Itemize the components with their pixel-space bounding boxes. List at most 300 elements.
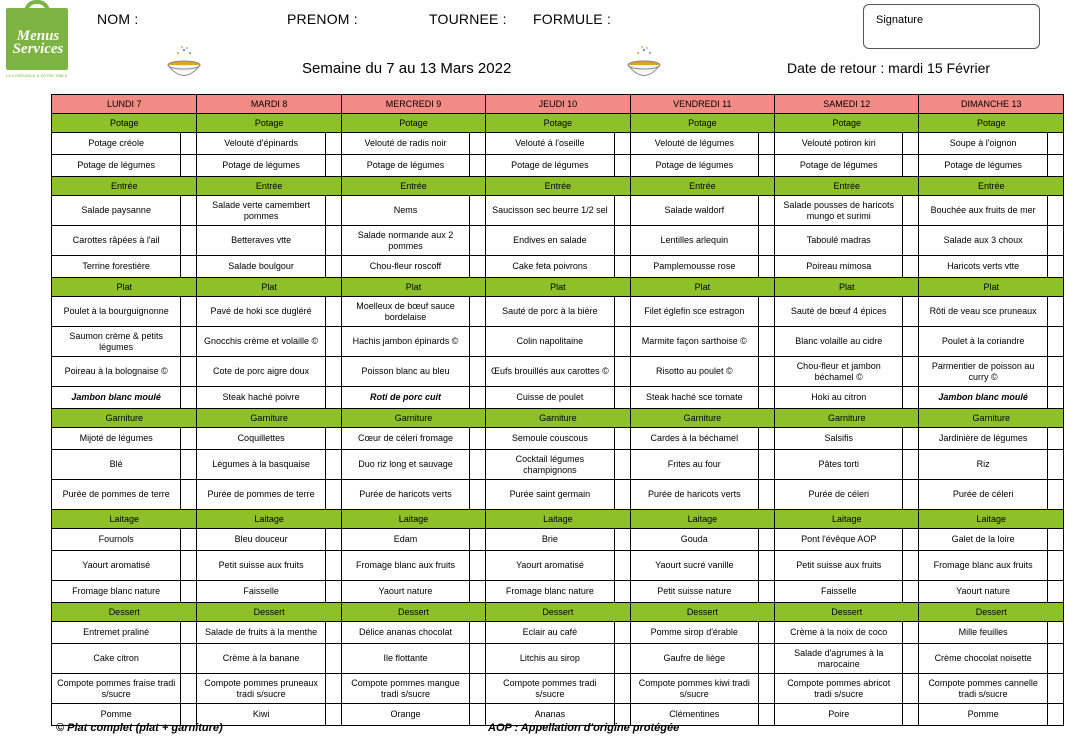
dish-cell: Velouté de radis noir [341,133,469,155]
quantity-box[interactable] [614,357,630,387]
section-label: Entrée [630,177,774,196]
quantity-box[interactable] [181,674,197,704]
dish-cell: Chou-fleur roscoff [341,256,469,278]
section-row [52,409,1064,428]
weekly-menu-table [51,94,1064,726]
dish-cell: Jardinière de légumes [919,428,1047,450]
quantity-box[interactable] [903,297,919,327]
dish-cell: Yaourt nature [341,581,469,603]
quantity-box[interactable] [470,155,486,177]
aop-legend: AOP : Appellation d'origine protégée [488,722,680,734]
day-header: DIMANCHE 13 [919,95,1064,114]
quantity-box[interactable] [614,529,630,551]
dish-cell: Cake feta poivrons [486,256,614,278]
section-label: Dessert [52,603,197,622]
section-label: Dessert [197,603,341,622]
menu-row [52,387,1064,409]
menu-row [52,581,1064,603]
dish-cell: Frites au four [630,450,758,480]
section-label: Laitage [341,510,485,529]
dish-cell: Cake citron [52,644,181,674]
dish-cell: Pomme [52,704,181,726]
dish-cell: Moelleux de bœuf sauce bordelaise [341,297,469,327]
quantity-box[interactable] [470,622,486,644]
section-label: Garniture [52,409,197,428]
quantity-box[interactable] [325,256,341,278]
section-label: Plat [52,278,197,297]
section-label: Potage [486,114,630,133]
quantity-box[interactable] [325,387,341,409]
menu-row [52,256,1064,278]
quantity-box[interactable] [325,674,341,704]
quantity-box[interactable] [181,428,197,450]
section-label: Dessert [919,603,1064,622]
quantity-box[interactable] [470,704,486,726]
dish-cell: Clémentines [630,704,758,726]
dish-cell: Sauté de bœuf 4 épices [775,297,903,327]
dish-cell: Steak haché poivre [197,387,325,409]
quantity-box[interactable] [1047,196,1063,226]
dish-cell: Sauté de porc à la bière [486,297,614,327]
section-label: Entrée [919,177,1064,196]
section-label: Entrée [341,177,485,196]
quantity-box[interactable] [903,226,919,256]
quantity-box[interactable] [1047,644,1063,674]
quantity-box[interactable] [903,357,919,387]
quantity-box[interactable] [470,644,486,674]
day-header: VENDREDI 11 [630,95,774,114]
menu-row [52,644,1064,674]
quantity-box[interactable] [181,297,197,327]
dish-cell: Mijoté de légumes [52,428,181,450]
section-label: Plat [630,278,774,297]
quantity-box[interactable] [758,357,774,387]
quantity-box[interactable] [470,327,486,357]
quantity-box[interactable] [614,581,630,603]
quantity-box[interactable] [181,226,197,256]
quantity-box[interactable] [181,327,197,357]
dish-cell: Filet églefin sce estragon [630,297,758,327]
section-label: Laitage [630,510,774,529]
quantity-box[interactable] [614,644,630,674]
section-label: Potage [775,114,919,133]
dish-cell: Velouté potiron kiri [775,133,903,155]
dish-cell: Pont l'évêque AOP [775,529,903,551]
quantity-box[interactable] [470,226,486,256]
dish-cell: Yaourt sucré vanille [630,551,758,581]
quantity-box[interactable] [325,551,341,581]
quantity-box[interactable] [1047,428,1063,450]
dish-cell: Lentilles arlequin [630,226,758,256]
menu-row [52,196,1064,226]
quantity-box[interactable] [903,387,919,409]
dish-cell: Purée saint germain [486,480,614,510]
quantity-box[interactable] [758,480,774,510]
dish-cell: Carottes râpées à l'ail [52,226,181,256]
dish-cell: Salade de fruits à la menthe [197,622,325,644]
dish-cell: Cocktail légumes champignons [486,450,614,480]
section-label: Dessert [486,603,630,622]
dish-cell: Litchis au sirop [486,644,614,674]
quantity-box[interactable] [325,581,341,603]
section-label: Plat [341,278,485,297]
dish-cell: Blanc volaille au cidre [775,327,903,357]
dish-cell: Crème à la banane [197,644,325,674]
section-label: Garniture [197,409,341,428]
dish-cell: Velouté de légumes [630,133,758,155]
dish-cell: Coquillettes [197,428,325,450]
quantity-box[interactable] [470,450,486,480]
day-header: MARDI 8 [197,95,341,114]
dish-cell: Orange [341,704,469,726]
brand-tagline: LA CONFIANCE À VOTRE TABLE [6,73,68,78]
section-row [52,603,1064,622]
dish-cell: Petit suisse aux fruits [197,551,325,581]
quantity-box[interactable] [758,551,774,581]
quantity-box[interactable] [903,256,919,278]
dish-cell: Yaourt aromatisé [52,551,181,581]
dish-cell: Fournols [52,529,181,551]
quantity-box[interactable] [1047,529,1063,551]
dish-cell: Potage de légumes [197,155,325,177]
quantity-box[interactable] [758,256,774,278]
quantity-box[interactable] [1047,622,1063,644]
quantity-box[interactable] [181,644,197,674]
quantity-box[interactable] [181,480,197,510]
section-label: Potage [197,114,341,133]
dish-cell: Blé [52,450,181,480]
plat-complet-legend: © Plat complet (plat + garniture) [56,722,223,734]
quantity-box[interactable] [1047,297,1063,327]
quantity-box[interactable] [903,704,919,726]
dish-cell: Hoki au citron [775,387,903,409]
quantity-box[interactable] [758,155,774,177]
menu-row [52,155,1064,177]
formule-label: FORMULE : [533,11,612,27]
return-date: Date de retour : mardi 15 Février [787,60,991,76]
quantity-box[interactable] [181,256,197,278]
quantity-box[interactable] [758,644,774,674]
quantity-box[interactable] [325,704,341,726]
quantity-box[interactable] [325,297,341,327]
dish-cell: Saucisson sec beurre 1/2 sel [486,196,614,226]
quantity-box[interactable] [1047,387,1063,409]
dish-cell: Purée de céleri [919,480,1047,510]
quantity-box[interactable] [181,529,197,551]
quantity-box[interactable] [614,196,630,226]
dish-cell: Rôti de veau sce pruneaux [919,297,1047,327]
quantity-box[interactable] [470,387,486,409]
menu-row [52,133,1064,155]
quantity-box[interactable] [325,450,341,480]
quantity-box[interactable] [325,428,341,450]
dish-cell: Compote pommes fraise tradi s/sucre [52,674,181,704]
section-label: Plat [197,278,341,297]
quantity-box[interactable] [758,297,774,327]
menu-row [52,428,1064,450]
section-label: Entrée [197,177,341,196]
quantity-box[interactable] [614,551,630,581]
quantity-box[interactable] [325,155,341,177]
quantity-box[interactable] [903,622,919,644]
dish-cell: Compote pommes mangue tradi s/sucre [341,674,469,704]
quantity-box[interactable] [903,450,919,480]
dish-cell: Poulet à la coriandre [919,327,1047,357]
dish-cell: Velouté à l'oseille [486,133,614,155]
dish-cell: Terrine forestière [52,256,181,278]
dish-cell: Chou-fleur et jambon béchamel © [775,357,903,387]
section-label: Plat [919,278,1064,297]
dish-cell: Salade d'agrumes à la marocaine [775,644,903,674]
quantity-box[interactable] [470,581,486,603]
section-label: Laitage [919,510,1064,529]
quantity-box[interactable] [470,551,486,581]
dish-cell: Nems [341,196,469,226]
dish-cell: Gouda [630,529,758,551]
dish-cell: Potage de légumes [775,155,903,177]
quantity-box[interactable] [903,428,919,450]
dish-cell: Duo riz long et sauvage [341,450,469,480]
dish-cell: Yaourt nature [919,581,1047,603]
quantity-box[interactable] [1047,581,1063,603]
brand-name: Menus Services [12,28,64,57]
quantity-box[interactable] [181,450,197,480]
dish-cell: Poireau mimosa [775,256,903,278]
dish-cell: Saumon crème & petits légumes [52,327,181,357]
section-row [52,278,1064,297]
quantity-box[interactable] [1047,327,1063,357]
quantity-box[interactable] [903,327,919,357]
quantity-box[interactable] [325,133,341,155]
quantity-box[interactable] [1047,256,1063,278]
quantity-box[interactable] [903,480,919,510]
section-label: Laitage [775,510,919,529]
dish-cell: Salade normande aux 2 pommes [341,226,469,256]
soup-bowl-icon [623,44,665,86]
dish-cell: Gnocchis crème et volaille © [197,327,325,357]
day-header-row [52,95,1064,114]
section-label: Dessert [775,603,919,622]
quantity-box[interactable] [758,450,774,480]
menu-row [52,622,1064,644]
quantity-box[interactable] [325,644,341,674]
quantity-box[interactable] [325,480,341,510]
dish-cell: Petit suisse nature [630,581,758,603]
section-label: Potage [630,114,774,133]
dish-cell: Pamplemousse rose [630,256,758,278]
dish-cell: Purée de céleri [775,480,903,510]
dish-cell: Purée de haricots verts [341,480,469,510]
quantity-box[interactable] [614,480,630,510]
dish-cell: Poire [775,704,903,726]
section-label: Garniture [630,409,774,428]
quantity-box[interactable] [470,480,486,510]
quantity-box[interactable] [614,450,630,480]
dish-cell: Compote pommes tradi s/sucre [486,674,614,704]
quantity-box[interactable] [325,529,341,551]
section-label: Potage [52,114,197,133]
quantity-box[interactable] [758,226,774,256]
dish-cell: Marmite façon sarthoise © [630,327,758,357]
quantity-box[interactable] [614,256,630,278]
quantity-box[interactable] [1047,357,1063,387]
quantity-box[interactable] [181,133,197,155]
quantity-box[interactable] [1047,226,1063,256]
section-label: Entrée [486,177,630,196]
quantity-box[interactable] [903,196,919,226]
dish-cell: Cœur de céleri fromage [341,428,469,450]
quantity-box[interactable] [181,387,197,409]
quantity-box[interactable] [758,133,774,155]
dish-cell: Edam [341,529,469,551]
quantity-box[interactable] [758,704,774,726]
quantity-box[interactable] [614,622,630,644]
quantity-box[interactable] [181,551,197,581]
quantity-box[interactable] [614,428,630,450]
day-header: LUNDI 7 [52,95,197,114]
dish-cell: Compote pommes pruneaux tradi s/sucre [197,674,325,704]
quantity-box[interactable] [1047,704,1063,726]
quantity-box[interactable] [1047,480,1063,510]
quantity-box[interactable] [758,428,774,450]
dish-cell: Compote pommes kiwi tradi s/sucre [630,674,758,704]
dish-cell: Poisson blanc au bleu [341,357,469,387]
dish-cell: Potage de légumes [341,155,469,177]
quantity-box[interactable] [614,226,630,256]
dish-cell: Salade aux 3 choux [919,226,1047,256]
section-label: Plat [486,278,630,297]
dish-cell: Purée de pommes de terre [52,480,181,510]
section-label: Garniture [919,409,1064,428]
quantity-box[interactable] [903,674,919,704]
quantity-box[interactable] [758,327,774,357]
quantity-box[interactable] [325,226,341,256]
menus-services-logo [6,6,68,82]
quantity-box[interactable] [325,622,341,644]
quantity-box[interactable] [1047,674,1063,704]
dish-cell: Salade verte camembert pommes [197,196,325,226]
quantity-box[interactable] [758,622,774,644]
dish-cell: Velouté d'épinards [197,133,325,155]
quantity-box[interactable] [614,297,630,327]
quantity-box[interactable] [470,133,486,155]
quantity-box[interactable] [758,674,774,704]
quantity-box[interactable] [470,428,486,450]
section-label: Garniture [775,409,919,428]
quantity-box[interactable] [325,327,341,357]
dish-cell: Pomme [919,704,1047,726]
quantity-box[interactable] [614,674,630,704]
quantity-box[interactable] [758,529,774,551]
quantity-box[interactable] [903,551,919,581]
dish-cell: Bouchée aux fruits de mer [919,196,1047,226]
dish-cell: Eclair au café [486,622,614,644]
quantity-box[interactable] [1047,155,1063,177]
section-label: Garniture [341,409,485,428]
dish-cell: Jambon blanc moulé [52,387,181,409]
quantity-box[interactable] [470,529,486,551]
quantity-box[interactable] [325,196,341,226]
quantity-box[interactable] [903,133,919,155]
quantity-box[interactable] [470,196,486,226]
dish-cell: Endives en salade [486,226,614,256]
dish-cell: Entremet praliné [52,622,181,644]
dish-cell: Purée de haricots verts [630,480,758,510]
tournee-label: TOURNEE : [429,11,507,27]
day-header: MERCREDI 9 [341,95,485,114]
section-label: Entrée [52,177,197,196]
quantity-box[interactable] [758,196,774,226]
dish-cell: Taboulé madras [775,226,903,256]
dish-cell: Poireau à la bolognaise © [52,357,181,387]
dish-cell: Fromage blanc nature [52,581,181,603]
quantity-box[interactable] [181,357,197,387]
quantity-box[interactable] [903,529,919,551]
quantity-box[interactable] [1047,133,1063,155]
dish-cell: Soupe à l'oignon [919,133,1047,155]
dish-cell: Mille feuilles [919,622,1047,644]
quantity-box[interactable] [903,155,919,177]
quantity-box[interactable] [1047,450,1063,480]
section-label: Potage [919,114,1064,133]
quantity-box[interactable] [614,387,630,409]
quantity-box[interactable] [758,581,774,603]
dish-cell: Œufs brouillés aux carottes © [486,357,614,387]
dish-cell: Cuisse de poulet [486,387,614,409]
dish-cell: Compote pommes abricot tradi s/sucre [775,674,903,704]
dish-cell: Compote pommes cannelle tradi s/sucre [919,674,1047,704]
dish-cell: Légumes à la basquaise [197,450,325,480]
dish-cell: Gaufre de liège [630,644,758,674]
dish-cell: Parmentier de poisson au curry © [919,357,1047,387]
quantity-box[interactable] [181,196,197,226]
quantity-box[interactable] [903,644,919,674]
signature-box[interactable] [863,4,1040,49]
section-row [52,510,1064,529]
menu-row [52,480,1064,510]
dish-cell: Crème à la noix de coco [775,622,903,644]
quantity-box[interactable] [614,155,630,177]
quantity-box[interactable] [325,357,341,387]
quantity-box[interactable] [470,256,486,278]
section-label: Dessert [630,603,774,622]
quantity-box[interactable] [758,387,774,409]
menu-row [52,327,1064,357]
quantity-box[interactable] [903,581,919,603]
dish-cell: Purée de pommes de terre [197,480,325,510]
section-row [52,114,1064,133]
section-label: Laitage [52,510,197,529]
quantity-box[interactable] [470,297,486,327]
quantity-box[interactable] [470,357,486,387]
quantity-box[interactable] [1047,551,1063,581]
quantity-box[interactable] [614,327,630,357]
dish-cell: Betteraves vtte [197,226,325,256]
dish-cell: Steak haché sce tomate [630,387,758,409]
dish-cell: Salade pousses de haricots mungo et surimi [775,196,903,226]
menu-row [52,551,1064,581]
dish-cell: Délice ananas chocolat [341,622,469,644]
prenom-label: PRENOM : [287,11,358,27]
soup-bowl-icon [163,44,205,86]
menu-row [52,450,1064,480]
dish-cell: Yaourt aromatisé [486,551,614,581]
quantity-box[interactable] [181,155,197,177]
quantity-box[interactable] [181,622,197,644]
quantity-box[interactable] [470,674,486,704]
quantity-box[interactable] [181,581,197,603]
quantity-box[interactable] [614,133,630,155]
